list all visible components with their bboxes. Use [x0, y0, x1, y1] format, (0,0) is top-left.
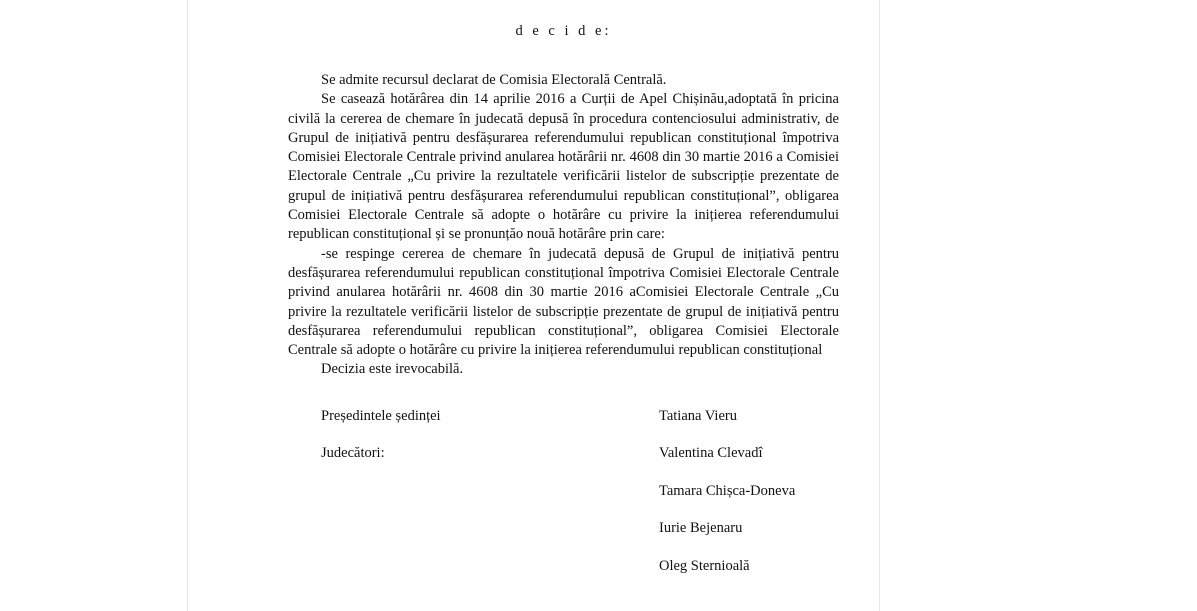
signature-row-president	[288, 407, 839, 427]
president-label: Președintele ședinței	[321, 408, 441, 424]
judge-name: Tamara Chișca-Doneva	[659, 483, 796, 499]
paragraph-admit: Se admite recursul declarat de Comisia Electorală Centrală.	[321, 72, 667, 88]
paragraph-casare: Se casează hotărârea din 14 aprilie 2016 a Curții de Apel Chișinău,adoptată în pricina civilă la cererea de chemare în judecată depusă în procedura contenciosului administrativ, de Grupul de inițiativă pentru desfășurarea referendumului republican constituțional împotriva Comisiei Electorale Centrale privind anularea hotărârii nr. 4608 din 30 martie 2016 a Comisiei Electorale Centrale „Cu privire la rezultatele verificării listelor de subscripție prezentate de grupul de inițiativă pentru desfășurarea referendumului republican constituțional”, obligarea Comisiei Electorale Centrale să adopte o hotărâre cu privire la inițierea referendumului republican constituțional și se pronunțăo nouă hotărâre prin care:	[288, 91, 839, 243]
judge-name: Oleg Sternioală	[659, 558, 750, 574]
decision-heading: d e c i d e:	[515, 23, 612, 39]
signature-row-judge-2	[288, 482, 839, 502]
signature-row-judge-3	[288, 519, 839, 539]
judge-name: Iurie Bejenaru	[659, 520, 743, 536]
paragraph-irevocabil: Decizia este irevocabilă.	[321, 361, 464, 378]
decision-body	[288, 71, 839, 380]
signature-row-judge-1	[288, 444, 839, 464]
signature-row-judge-4	[288, 557, 839, 577]
judges-label: Judecători:	[321, 445, 385, 461]
document-page	[187, 0, 880, 611]
judge-name: Valentina Clevadî	[659, 445, 763, 461]
paragraph-respinge: -se respinge cererea de chemare în judecată depusă de Grupul de inițiativă pentru desfășurarea referendumului republican constituțional împotriva Comisiei Electorale Centrale privind anularea hotărârii nr. 4608 din 30 martie 2016 aComisiei Electorale Centrale „Cu privire la rezultatele verificării listelor de subscripție prezentate de grupul de inițiativă pentru desfășurarea referendumului republican constituțional”, obligarea Comisiei Electorale Centrale să adopte o hotărâre cu privire la inițierea referendumului republican constituțional	[288, 245, 839, 359]
president-name: Tatiana Vieru	[659, 408, 737, 424]
